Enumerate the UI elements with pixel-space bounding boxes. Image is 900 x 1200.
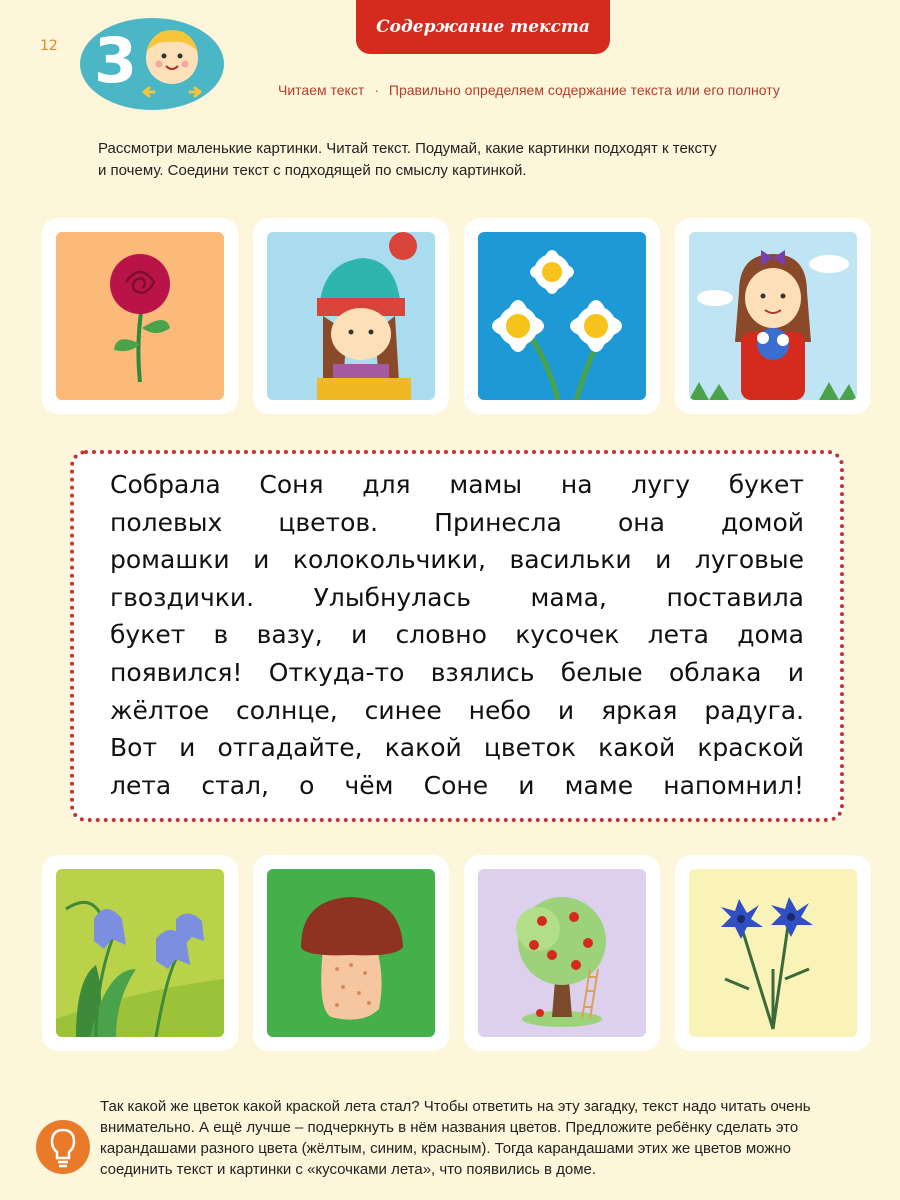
girl-with-bouquet-icon <box>689 232 857 400</box>
child-face-icon <box>132 22 212 102</box>
picture-card-daisies[interactable] <box>464 218 660 414</box>
task-instruction <box>98 138 798 182</box>
mushroom-icon <box>267 869 435 1037</box>
page-number: 12 <box>40 38 58 54</box>
daisies-icon <box>478 232 646 400</box>
story-text-box <box>70 450 844 822</box>
tip-line: соединить текст и картинки с «кусочками лета», что появились в доме. <box>100 1161 597 1178</box>
tip-line: карандашами разного цвета (жёлтым, синим, красным). Тогда карандашами этих же цветов можно <box>100 1140 791 1157</box>
story-line: букет в вазу, и словно кусочек лета дома <box>110 620 804 650</box>
subtitle-part-2: Правильно определяем содержание текста или его полноту <box>388 82 780 98</box>
picture-card-girl-bouquet[interactable] <box>675 218 871 414</box>
girl-in-hat-icon <box>267 232 435 400</box>
story-line: ромашки и колокольчики, васильки и луговые <box>110 545 804 575</box>
parent-tip <box>100 1096 870 1180</box>
tip-line: Так какой же цветок какой краской лета стал? Чтобы ответить на эту загадку, текст надо читать очень <box>100 1098 811 1115</box>
picture-card-mushroom[interactable] <box>253 855 449 1051</box>
story-line: жёлтое солнце, синее небо и яркая радуга. <box>110 695 804 725</box>
lesson-subtitle <box>278 82 780 98</box>
story-line: гвоздички. Улыбнулась мама, поставила <box>110 582 804 612</box>
section-number: 3 <box>94 24 138 97</box>
rose-icon <box>56 232 224 400</box>
story-line: полевых цветов. Принесла она домой <box>110 507 804 537</box>
picture-card-apple-tree[interactable] <box>464 855 660 1051</box>
subtitle-part-1: Читаем текст <box>278 82 365 98</box>
subtitle-separator: · <box>374 82 379 98</box>
bellflowers-icon <box>56 869 224 1037</box>
picture-card-girl-winter[interactable] <box>253 218 449 414</box>
apple-tree-icon <box>478 869 646 1037</box>
lightbulb-icon <box>36 1120 90 1174</box>
instruction-line: Рассмотри маленькие картинки. Читай текст. Подумай, какие картинки подходят к тексту <box>98 140 717 157</box>
story-line: появился! Откуда-то взялись белые облака и <box>110 657 804 687</box>
picture-card-bellflowers[interactable] <box>42 855 238 1051</box>
story-line: Вот и отгадайте, какой цветок какой краской <box>110 733 804 763</box>
story-line: лета стал, о чём Соне и маме напомнил! <box>110 770 804 800</box>
picture-card-cornflowers[interactable] <box>675 855 871 1051</box>
tip-line: внимательно. А ещё лучше – подчеркнуть в нём названия цветов. Предложите ребёнку сделать это <box>100 1119 799 1136</box>
instruction-line: и почему. Соедини текст с подходящей по смыслу картинкой. <box>98 162 527 179</box>
story-line: Собрала Соня для мамы на лугу букет <box>110 470 804 499</box>
picture-card-rose[interactable] <box>42 218 238 414</box>
section-title: Содержание текста <box>356 0 610 54</box>
cornflowers-icon <box>689 869 857 1037</box>
